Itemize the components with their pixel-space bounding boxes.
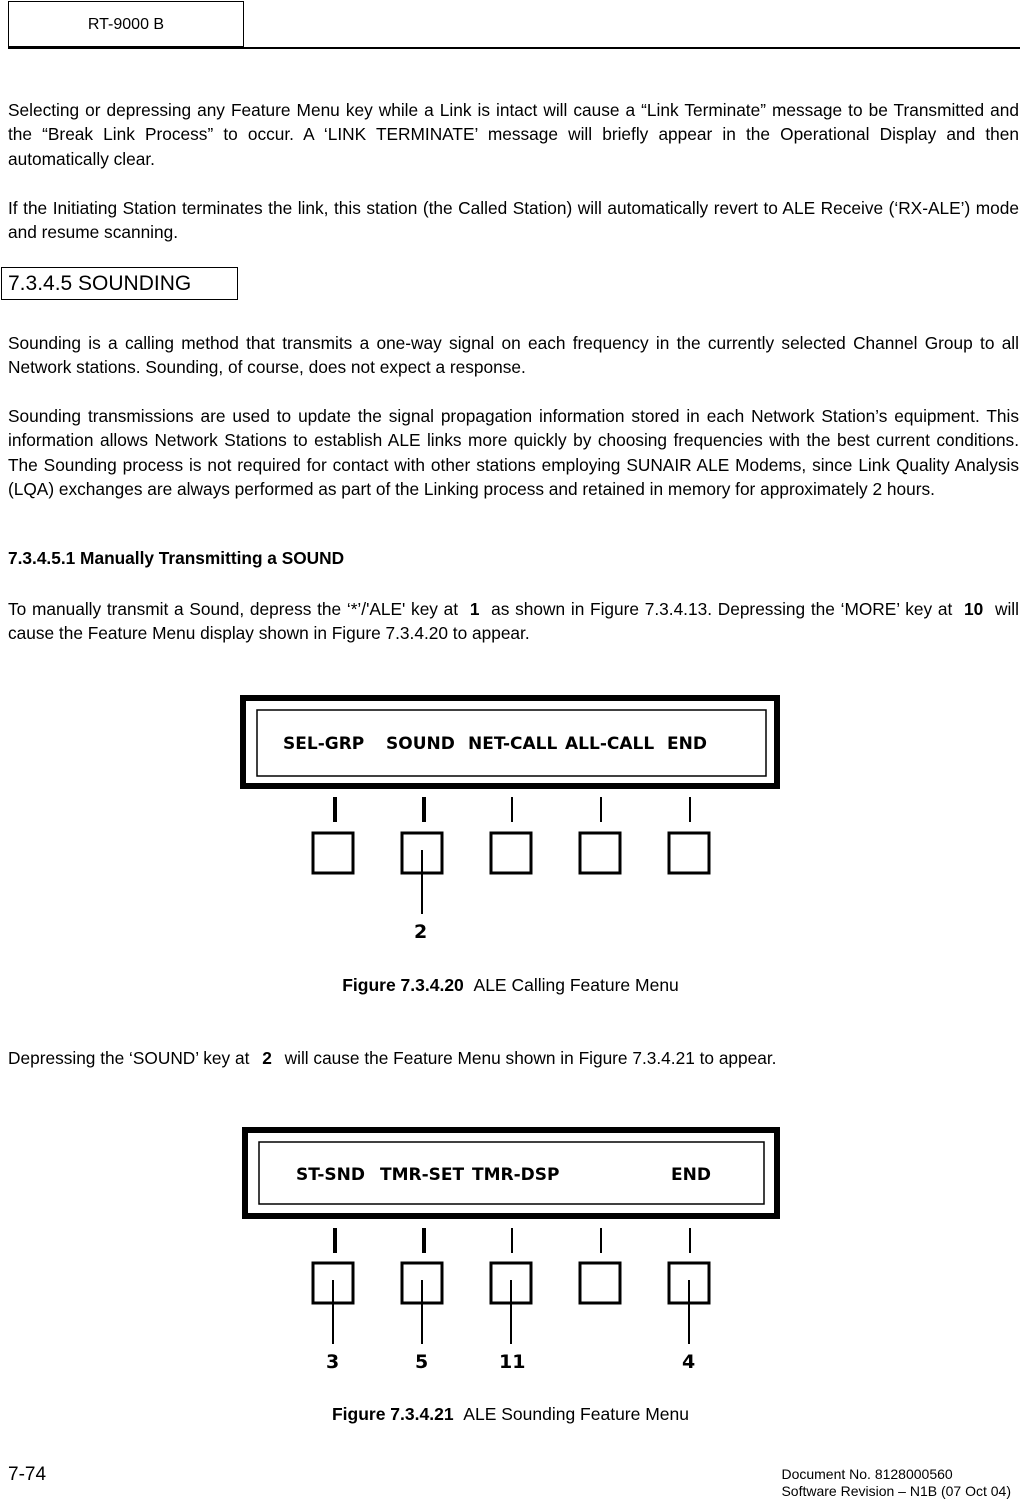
key-reference-2: 2 xyxy=(262,1048,272,1068)
menu-item-tmr-dsp: TMR-DSP xyxy=(472,1165,560,1185)
key-indicator-tick xyxy=(689,1228,691,1253)
caption-text: ALE Sounding Feature Menu xyxy=(463,1404,690,1424)
menu-item-all-call: ALL-CALL xyxy=(565,734,655,754)
soft-key-5 xyxy=(669,833,709,873)
figure-caption-7-3-4-21 xyxy=(0,1404,1021,1425)
paragraph-sound-key-instruction xyxy=(8,1046,1019,1070)
key-reference-1: 1 xyxy=(469,599,480,619)
key-reference-10: 10 xyxy=(964,599,984,619)
document-code: RT-9000 B xyxy=(87,16,165,33)
key-indicator-tick xyxy=(333,1228,337,1253)
paragraph-sounding-transmissions: Sounding transmissions are used to update the signal propagation information stored in each Network Station’s equipment. This information allows Network Stations to establish ALE links more quickly by choosing frequencies with the best current conditions. The Sounding process is not required for contact with other stations employing SUNAIR ALE Modems, since Link Quality Analysis (LQA) exchanges are always performed as part of the Linking process and retained in memory for approximately 2 hours. xyxy=(8,406,1019,500)
soft-key-4 xyxy=(580,833,620,873)
subsection-heading: 7.3.4.5.1 Manually Transmitting a SOUND xyxy=(8,548,345,568)
instruction-text-part: will cause the Feature Menu shown in Figure 7.3.4.21 to appear. xyxy=(279,1048,777,1068)
callout-label-3: 3 xyxy=(326,1351,340,1373)
menu-item-net-call: NET-CALL xyxy=(468,734,558,754)
page-number: 7-74 xyxy=(8,1464,47,1485)
instruction-text-part: Depressing the ‘SOUND’ key at xyxy=(8,1048,255,1068)
figure-ale-calling-diagram xyxy=(0,690,1021,950)
key-indicator-tick xyxy=(600,797,602,822)
figure-ale-sounding-menu xyxy=(0,1120,1021,1380)
key-indicator-tick xyxy=(689,797,691,822)
figure-caption-7-3-4-20 xyxy=(0,975,1021,996)
key-indicator-tick xyxy=(422,1228,426,1253)
document-code-box xyxy=(8,1,244,47)
paragraph-sounding-definition: Sounding is a calling method that transmits a one-way signal on each frequency in the currently selected Channel Group to all Network stations. Sounding, of course, does not expect a response. xyxy=(8,333,1019,378)
key-indicator-tick xyxy=(333,797,337,822)
paragraph-initiating-station: If the Initiating Station terminates the link, this station (the Called Station) will automatically revert to ALE Receive (‘RX-ALE’) mode and resume scanning. xyxy=(8,198,1019,243)
header-rule xyxy=(8,47,1020,49)
figure-ale-calling-menu xyxy=(0,690,1021,950)
footer-document-info xyxy=(781,1466,1011,1500)
callout-label-2: 2 xyxy=(414,921,428,943)
key-indicator-tick xyxy=(511,1228,513,1253)
menu-item-sound: SOUND xyxy=(386,734,455,754)
callout-label-11: 11 xyxy=(499,1351,526,1373)
figure-ale-sounding-diagram xyxy=(0,1120,1021,1380)
section-heading: 7.3.4.5 SOUNDING xyxy=(8,272,192,295)
section-heading-box xyxy=(1,267,238,300)
menu-item-st-snd: ST-SND xyxy=(296,1165,365,1185)
soft-key-4 xyxy=(580,1263,620,1303)
soft-key-1 xyxy=(313,833,353,873)
key-indicator-tick xyxy=(422,797,426,822)
instruction-text-part: as shown in Figure 7.3.4.13. Depressing the ‘MORE’ key at xyxy=(485,599,959,619)
software-revision: Software Revision – N1B (07 Oct 04) xyxy=(781,1483,1011,1499)
menu-item-sel-grp: SEL-GRP xyxy=(283,734,365,754)
menu-item-tmr-set: TMR-SET xyxy=(380,1165,465,1185)
paragraph-manual-sound-instruction xyxy=(8,597,1019,646)
instruction-text-part: To manually transmit a Sound, depress the ‘*’/'ALE' key at xyxy=(8,599,464,619)
caption-number: Figure 7.3.4.21 xyxy=(331,1404,454,1424)
paragraph-link-terminate: Selecting or depressing any Feature Menu key while a Link is intact will cause a “Link Terminate” message to be Transmitted and the “Break Link Process” to occur. A ‘LINK TERMINATE’ message will briefly appear in the Operational Display and then automatically clear. xyxy=(8,100,1019,169)
callout-label-5: 5 xyxy=(415,1351,429,1373)
key-indicator-tick xyxy=(511,797,513,822)
key-indicator-tick xyxy=(600,1228,602,1253)
caption-number: Figure 7.3.4.20 xyxy=(342,975,464,995)
document-number: Document No. 8128000560 xyxy=(781,1466,953,1482)
soft-key-3 xyxy=(491,833,531,873)
menu-item-end: END xyxy=(667,734,707,754)
caption-text: ALE Calling Feature Menu xyxy=(473,975,679,995)
instruction-text-part: will cause the Feature Menu display shown in Figure 7.3.4.20 to appear. xyxy=(8,599,1019,644)
callout-label-4: 4 xyxy=(682,1351,696,1373)
menu-item-end: END xyxy=(671,1165,711,1185)
